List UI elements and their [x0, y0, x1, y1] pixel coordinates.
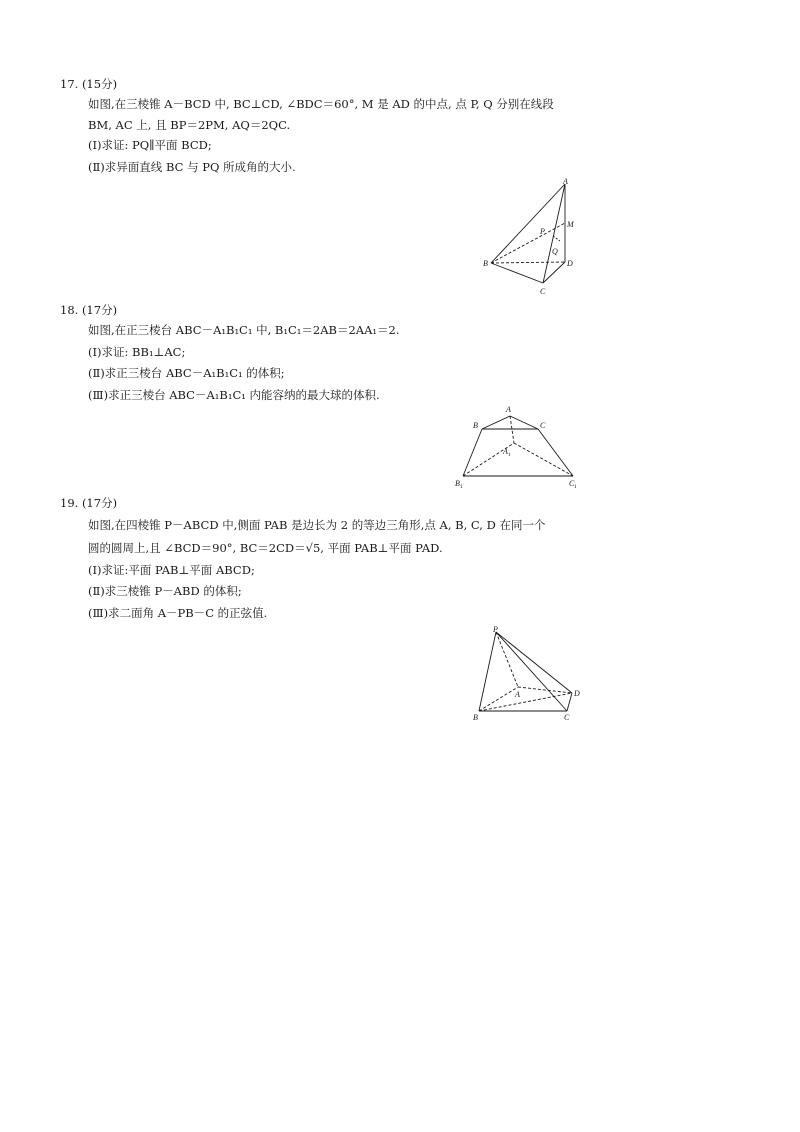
fig19-label-A: A [515, 690, 520, 699]
fig17-label-P: P [540, 227, 545, 236]
fig19-label-B: B [473, 713, 478, 722]
problem-19-part-1: (Ⅰ)求证:平面 PAB⊥平面 ABCD; [88, 563, 255, 577]
fig17-label-C: C [540, 287, 546, 296]
problem-17-header: 17. (15分) [60, 77, 118, 91]
fig18-label-A: A [506, 405, 511, 414]
problem-17-stem-line-1: 如图,在三棱锥 A－BCD 中, BC⊥CD, ∠BDC＝60°, M 是 AD 的中点, 点 P, Q 分别在线段 [88, 97, 554, 111]
fig17-label-B: B [483, 259, 488, 268]
fig17-label-Q: Q [552, 247, 558, 256]
problem-19-part-3: (Ⅲ)求二面角 A－PB－C 的正弦值. [88, 606, 268, 620]
fig19-label-D: D [574, 689, 580, 698]
problem-19-figure [468, 624, 588, 724]
problem-17-stem-line-2: BM, AC 上, 且 BP＝2PM, AQ＝2QC. [88, 118, 291, 132]
fig19-label-P: P [493, 625, 498, 634]
problem-18-part-3: (Ⅲ)求正三棱台 ABC－A₁B₁C₁ 内能容纳的最大球的体积. [88, 388, 380, 402]
problem-18-figure [450, 400, 590, 490]
problem-18-header: 18. (17分) [60, 303, 118, 317]
fig18-label-A1-sub: 1 [508, 452, 511, 458]
problem-18-stem-line-1: 如图,在正三棱台 ABC－A₁B₁C₁ 中, B₁C₁＝2AB＝2AA₁＝2. [88, 323, 400, 337]
fig18-label-C1-sub: 1 [574, 484, 577, 490]
fig17-label-A: A [563, 177, 568, 186]
fig18-label-A1: A [503, 447, 508, 456]
problem-19-part-2: (Ⅱ)求三棱锥 P－ABD 的体积; [88, 584, 242, 598]
problem-19-stem-line-2: 圆的圆周上,且 ∠BCD＝90°, BC＝2CD＝√5, 平面 PAB⊥平面 PAD. [88, 541, 443, 555]
fig17-label-M: M [567, 220, 574, 229]
fig18-label-B: B [473, 421, 478, 430]
fig18-label-B1: B [455, 479, 460, 488]
problem-19-stem-line-1: 如图,在四棱锥 P－ABCD 中,侧面 PAB 是边长为 2 的等边三角形,点 A, B, C, D 在同一个 [88, 518, 546, 532]
problem-18-part-2: (Ⅱ)求正三棱台 ABC－A₁B₁C₁ 的体积; [88, 366, 285, 380]
fig18-label-C: C [540, 421, 546, 430]
fig17-label-D: D [567, 259, 573, 268]
problem-17-part-1: (Ⅰ)求证: PQ∥平面 BCD; [88, 138, 212, 152]
fig18-label-C1: C [569, 479, 575, 488]
fig19-label-C: C [564, 713, 570, 722]
problem-17-figure [478, 176, 588, 301]
fig18-label-B1-sub: 1 [460, 484, 463, 490]
problem-17-part-2: (Ⅱ)求异面直线 BC 与 PQ 所成角的大小. [88, 160, 296, 174]
problem-19-header: 19. (17分) [60, 496, 118, 510]
problem-18-part-1: (Ⅰ)求证: BB₁⊥AC; [88, 345, 186, 359]
